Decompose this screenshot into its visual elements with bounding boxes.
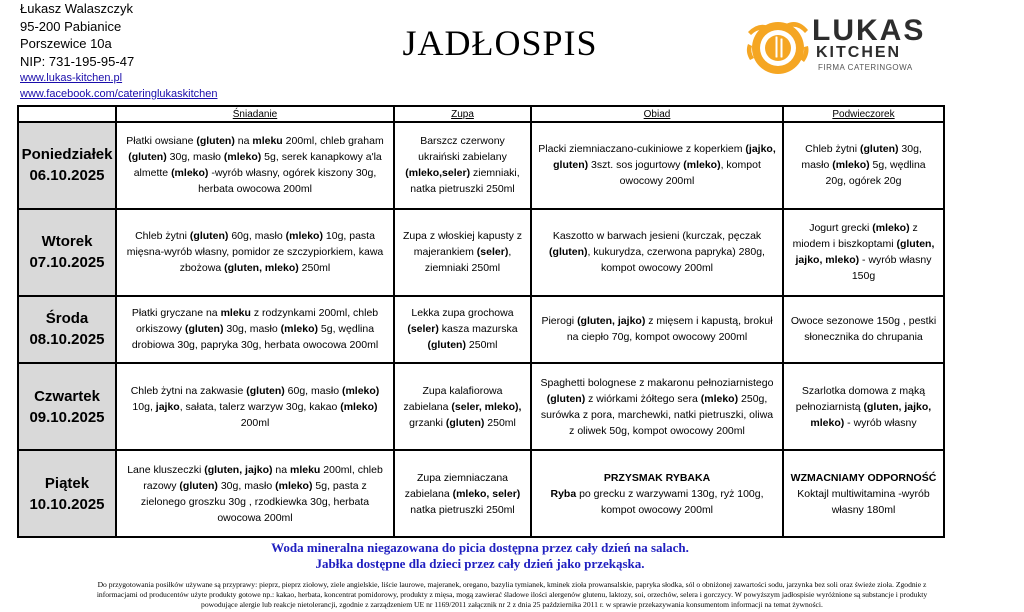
allergen-text: PRZYSMAK RYBAKA	[603, 471, 711, 484]
meal-text: 250ml	[298, 262, 331, 275]
meal-text: 60g, masło	[284, 384, 342, 397]
meal-text: 60g, masło	[228, 230, 286, 243]
allergen-text: (mleko)	[280, 323, 318, 336]
meal-text: , ziemniaki 250ml	[424, 246, 512, 275]
meal-text: z wiórkami żółtego sera	[585, 392, 701, 405]
meal-text: Kaszotto w barwach jesieni (kurczak, pęczak	[552, 230, 762, 243]
allergen-text: (mleko)	[683, 159, 721, 172]
logo-brand-lukas: LUKAS	[812, 14, 926, 47]
facebook-link[interactable]: www.facebook.com/cateringlukaskitchen	[20, 88, 218, 100]
meal-text: na	[272, 463, 290, 476]
allergen-text: (gluten)	[427, 339, 466, 352]
meal-text: Chleb żytni	[135, 230, 190, 243]
allergen-text: (gluten)	[860, 143, 899, 156]
meal-text: Barszcz czerwony ukraiński zabielany	[418, 135, 507, 164]
allergen-text: (gluten)	[179, 479, 218, 492]
meal-text: z miodem i biszkoptami	[792, 222, 918, 251]
meal-text: 250ml	[465, 339, 498, 352]
day-date: 08.10.2025	[29, 331, 105, 349]
menu-table	[17, 105, 945, 538]
meal-text: 200ml, chleb razowy	[143, 463, 383, 492]
meal-text: 200ml, chleb graham	[282, 135, 384, 148]
meal-text: Płatki gryczane na	[131, 307, 221, 320]
company-name: Łukasz Walaszczyk	[20, 1, 133, 16]
meal-snack	[783, 122, 944, 209]
allergen-text: (gluten)	[189, 230, 229, 243]
allergen-text: mleku	[290, 463, 321, 476]
allergen-text: (gluten)	[549, 246, 588, 259]
meal-text: Pierogi	[541, 315, 578, 328]
day-date: 07.10.2025	[29, 254, 105, 272]
allergen-text: mleku	[252, 135, 283, 148]
website-link[interactable]: www.lukas-kitchen.pl	[20, 72, 123, 84]
meal-text: 5g, wędlina drobiowa 30g, papryka 30g, herbata owocowa 200ml	[131, 323, 379, 352]
water-note: Woda mineralna niegazowana do picia dostępna przez cały dzień na salach.	[271, 540, 689, 555]
allergen-text: (gluten, mleko)	[224, 262, 299, 275]
meal-text: 200ml	[240, 416, 270, 429]
company-address-street: Porszewice 10a	[20, 36, 112, 51]
day-date: 10.10.2025	[29, 495, 105, 513]
meal-text: Owoce sezonowe 150g , pestki słonecznika do chrupania	[790, 315, 937, 344]
company-address-city: 95-200 Pabianice	[20, 18, 122, 34]
header-breakfast: Śniadanie	[116, 106, 394, 122]
meal-text: 3szt. sos jogurtowy	[588, 159, 684, 172]
notes	[0, 540, 960, 572]
day-row	[18, 450, 944, 537]
allergen-text: (gluten, jajko, mleko)	[795, 238, 935, 267]
meal-text: Lane kluszeczki	[127, 463, 205, 476]
logo-tagline: FIRMA CATERINGOWA	[818, 63, 913, 72]
allergen-text: (gluten)	[445, 416, 485, 429]
meal-text: kasza mazurska	[438, 323, 518, 336]
allergen-text: Ryba	[550, 487, 577, 500]
meal-text: po grecku z warzywami 130g, ryż 100g, kompot owocowy 200ml	[576, 487, 764, 516]
footnote-line: informacjami od producentów użyte produkty gotowe np.: kakao, herbata, koncentrat pomidorowy, produkty z mięsa, mogą zawierać śladowe ilości alergenów glutenu, laktozy, soi, orzechów, selera i gorczycy. W powyższym jadłospisie wyróżnione są substancje i produkty	[96, 590, 928, 599]
meal-text: Szarlotka domowa z mąką pełnoziarnistą	[795, 384, 926, 413]
meal-text: Zupa z włoskiej kapusty z majerankiem	[402, 230, 523, 259]
allergen-text: (mleko)	[700, 392, 739, 405]
meal-breakfast	[116, 363, 394, 450]
meal-soup	[394, 296, 531, 363]
allergen-text: (gluten)	[184, 323, 224, 336]
meal-soup	[394, 363, 531, 450]
meal-text: 30g, masło	[223, 323, 281, 336]
header-soup: Zupa	[394, 106, 531, 122]
meal-text: 30g, masło	[217, 479, 276, 492]
meal-text: Chleb żytni	[805, 143, 860, 156]
allergen-text: jajko	[155, 400, 180, 413]
allergen-text: (gluten)	[196, 135, 235, 148]
meal-text: z mięsem i kapustą, brokuł na ciepło 70g, kompot owocowy 200ml	[566, 315, 773, 344]
meal-text: 30g, masło	[166, 151, 224, 164]
meal-text: -wyrób własny, ogórek kiszony 30g, herbata owocowa 200ml	[198, 167, 377, 196]
day-name: Wtorek	[41, 233, 93, 251]
company-nip: NIP: 731-195-95-47	[20, 53, 135, 69]
day-name: Środa	[45, 310, 89, 328]
meal-text: 250ml	[484, 416, 516, 429]
meal-text: Lekka zupa grochowa	[411, 307, 514, 320]
day-label	[18, 450, 116, 537]
meal-snack	[783, 450, 944, 537]
allergen-text: (mleko, seler)	[452, 487, 521, 500]
meal-text: - wyrób własny 150g	[851, 254, 932, 283]
header-snack: Podwieczorek	[783, 106, 944, 122]
day-name: Poniedziałek	[21, 146, 113, 164]
meal-soup	[394, 209, 531, 296]
meal-text: , kompot owocowy 200ml	[619, 159, 761, 188]
allergen-text: (seler)	[476, 246, 509, 259]
day-label	[18, 296, 116, 363]
meal-breakfast	[116, 296, 394, 363]
allergen-text: (gluten)	[246, 384, 285, 397]
allergen-text: (mleko)	[223, 151, 262, 164]
day-row	[18, 363, 944, 450]
meal-text: , sałata, talerz warzyw 30g, kakao	[179, 400, 341, 413]
meal-text: Spaghetti bolognese z makaronu pełnoziarnistego	[540, 376, 774, 389]
day-label	[18, 363, 116, 450]
allergen-text: (mleko,seler)	[405, 167, 471, 180]
allergen-text: (gluten, jajko)	[577, 315, 646, 328]
apple-note: Jabłka dostępne dla dzieci przez cały dzień jako przekąska.	[315, 556, 645, 571]
meal-text: Zupa ziemniaczana zabielana	[404, 471, 509, 500]
meal-text: grzanki	[409, 416, 446, 429]
meal-snack	[783, 363, 944, 450]
allergen-text: (gluten)	[546, 392, 586, 405]
allergen-text: (mleko)	[340, 400, 378, 413]
allergen-text: (mleko)	[275, 479, 313, 492]
day-row	[18, 296, 944, 363]
allergen-text: (mleko)	[832, 159, 870, 172]
meal-soup	[394, 122, 531, 209]
meal-dinner	[531, 296, 783, 363]
meal-text: na	[234, 135, 253, 148]
footnote-line: powodujące alergie lub reakcje nietolerancji, zgodnie z zarządzeniem UE nr 1169/2011 załącznik nr 2 z dnia 25 października 2011 r. w sprawie przekazywania konsumentom informacji na temat żywności.	[201, 600, 823, 609]
day-row	[18, 122, 944, 209]
meal-text: 10g,	[132, 400, 156, 413]
meal-text: z rodzynkami 200ml, chleb orkiszowy	[135, 307, 379, 336]
allergen-text: (mleko)	[872, 222, 910, 235]
meal-breakfast	[116, 209, 394, 296]
meal-text: Placki ziemniaczano-cukiniowe z koperkiem	[538, 143, 746, 156]
meal-text: Zupa kalafiorowa zabielana	[403, 384, 503, 413]
allergen-text: WZMACNIAMY ODPORNOŚĆ	[790, 471, 937, 484]
day-name: Piątek	[44, 474, 90, 492]
footnote-line: Do przygotowania posiłków używane są przyprawy: pieprz, pieprz ziołowy, ziele angielskie, liście laurowe, majeranek, oregano, bazylia tymianek, kminek zioła prowansalskie, papryka słodka, sól o obniżonej zawartości sodu, jarzynka bez soli oraz świeże zioła. Zgodnie z	[97, 580, 927, 589]
day-label	[18, 122, 116, 209]
header-dinner: Obiad	[531, 106, 783, 122]
allergen-text: (gluten, jajko)	[204, 463, 273, 476]
meal-text: 250g, surówka z pora, marchewki, natki pietruszki, oliwa z oliwek 50g, kompot owocowy 200ml	[540, 392, 774, 437]
meal-text: 5g, wędlina 20g, ogórek 20g	[825, 159, 926, 188]
allergen-text: (jajko, gluten)	[553, 143, 776, 172]
meal-text: Koktajl multiwitamina -wyrób własny 180ml	[797, 487, 930, 516]
meal-text: Chleb żytni na zakwasie	[130, 384, 247, 397]
day-row	[18, 209, 944, 296]
header-corner	[18, 106, 116, 122]
meal-text: ziemniaki, natka pietruszki 250ml	[410, 167, 520, 196]
meal-dinner	[531, 122, 783, 209]
header-row	[18, 106, 944, 122]
meal-text: 10g, pasta mięsna-wyrób własny, pomidor ze szczypiorkiem, kawa zbożowa	[126, 230, 384, 275]
lukas-kitchen-logo	[742, 12, 926, 78]
meal-snack	[783, 209, 944, 296]
meal-text: 30g, masło	[801, 143, 922, 172]
meal-breakfast	[116, 450, 394, 537]
page-title: JADŁOSPIS	[402, 23, 598, 63]
meal-breakfast	[116, 122, 394, 209]
allergen-text: (seler, mleko),	[451, 400, 522, 413]
day-name: Czwartek	[34, 387, 100, 405]
day-date: 06.10.2025	[29, 167, 105, 185]
allergen-text: (mleko)	[171, 167, 209, 180]
allergen-text: (mleko)	[341, 384, 380, 397]
allergen-text: (mleko)	[285, 230, 323, 243]
allergen-text: mleku	[220, 307, 251, 320]
allergen-text: (gluten, jajko, mleko)	[810, 400, 932, 429]
meal-text: 5g, pasta z zielonego groszku 30g , rzodkiewka 30g, herbata owocowa 200ml	[140, 479, 370, 524]
allergen-text: (seler)	[407, 323, 439, 336]
meal-text: natka pietruszki 250ml	[410, 503, 515, 516]
meal-text: Jogurt grecki	[809, 222, 873, 235]
meal-text: - wyrób własny	[844, 416, 917, 429]
meal-soup	[394, 450, 531, 537]
meal-snack	[783, 296, 944, 363]
day-date: 09.10.2025	[29, 408, 105, 426]
allergen-footnote	[10, 580, 1014, 610]
logo-brand-kitchen: KITCHEN	[816, 44, 902, 61]
meal-dinner	[531, 209, 783, 296]
chef-utensils-icon	[742, 12, 814, 78]
meal-text: 5g, serek kanapkowy a'la almette	[133, 151, 382, 180]
meal-text: Płatki owsiane	[126, 135, 197, 148]
day-label	[18, 209, 116, 296]
meal-text: , kukurydza, czerwona papryka) 280g, kompot owocowy 200ml	[587, 246, 765, 275]
allergen-text: (gluten)	[128, 151, 167, 164]
meal-dinner	[531, 450, 783, 537]
meal-dinner	[531, 363, 783, 450]
